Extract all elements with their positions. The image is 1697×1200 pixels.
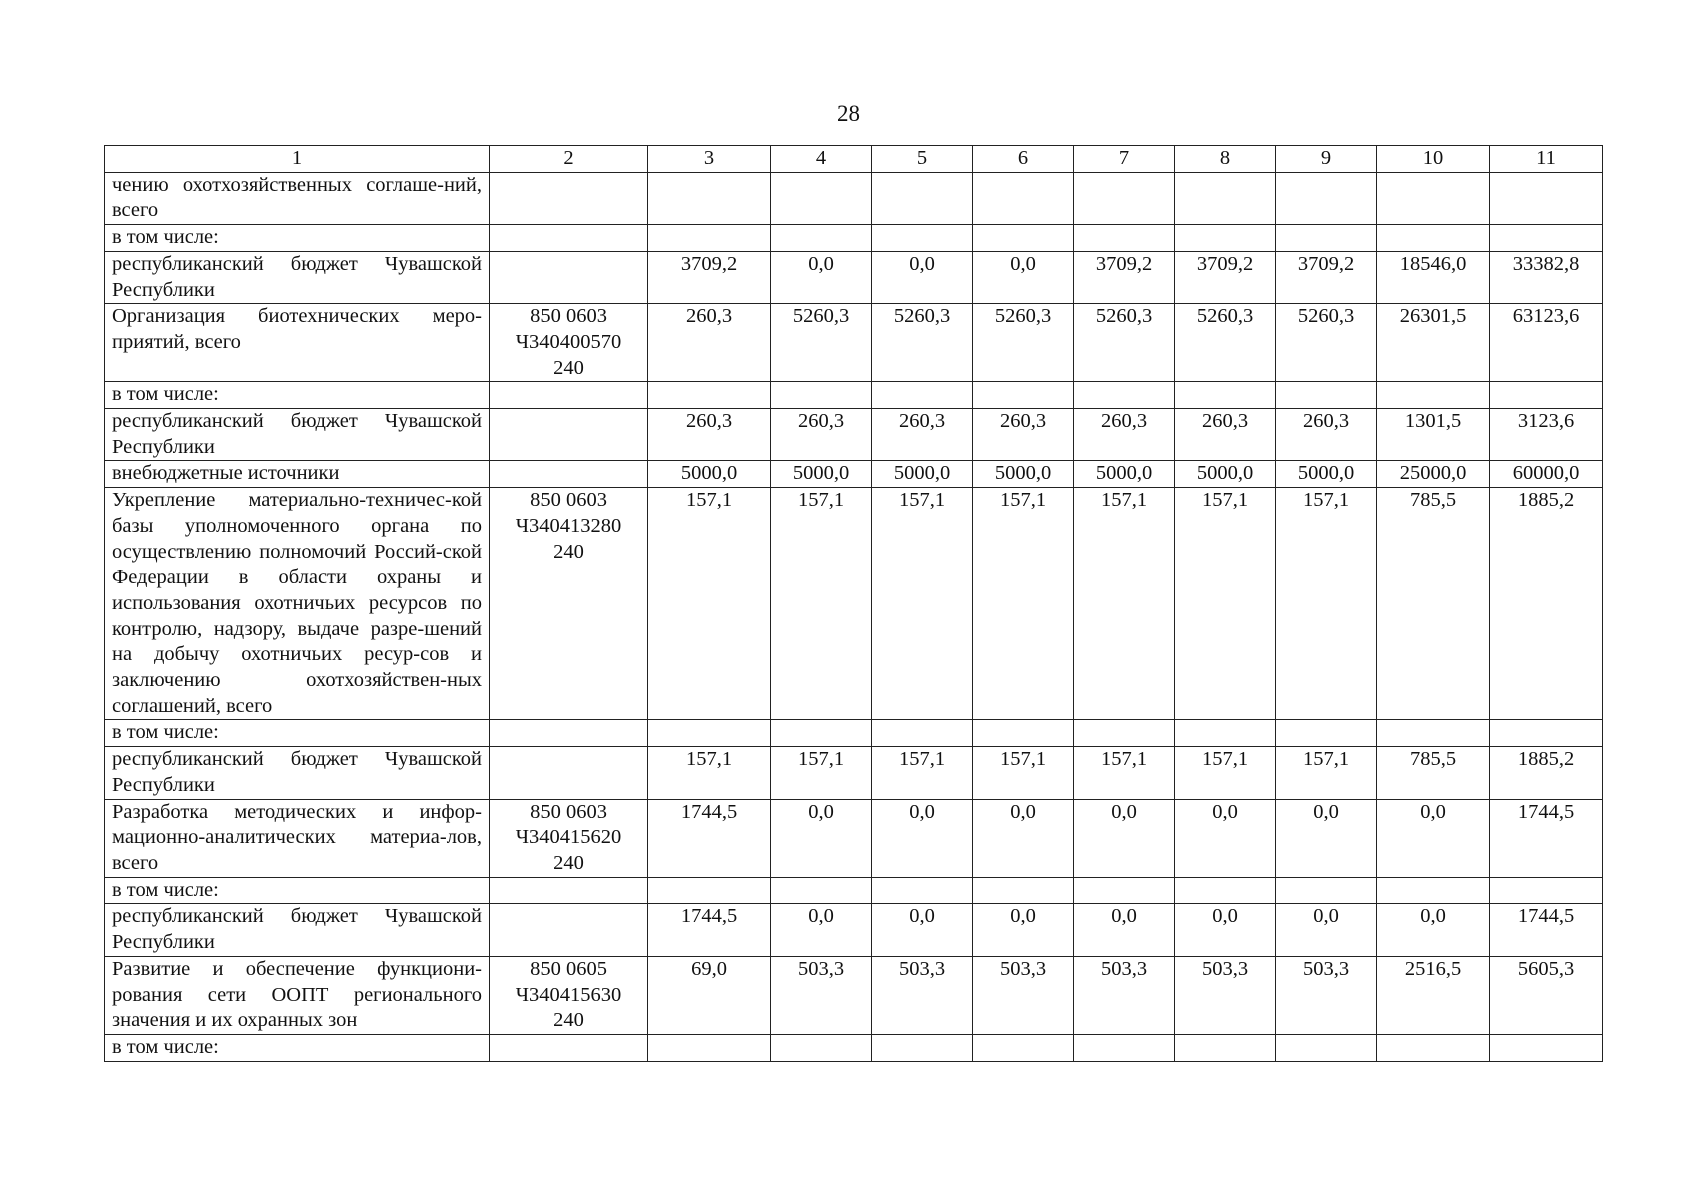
- value-cell: [872, 382, 973, 409]
- value-cell: 157,1: [1074, 747, 1175, 799]
- value-cell: [1276, 1034, 1377, 1061]
- value-cell: 0,0: [872, 904, 973, 956]
- value-cell: 5260,3: [872, 304, 973, 382]
- value-cell: 260,3: [771, 409, 872, 461]
- value-cell: 3709,2: [648, 251, 771, 303]
- value-cell: [1490, 877, 1603, 904]
- table-row: [105, 382, 1603, 409]
- budget-code-cell: [490, 877, 648, 904]
- value-cell: 785,5: [1377, 488, 1490, 720]
- row-name-cell: Разработка методических и инфор-мационно-аналитических материа-лов, всего: [105, 799, 490, 877]
- value-cell: [1490, 382, 1603, 409]
- value-cell: 157,1: [872, 747, 973, 799]
- value-cell: 0,0: [771, 251, 872, 303]
- value-cell: 260,3: [648, 409, 771, 461]
- value-cell: 3709,2: [1074, 251, 1175, 303]
- value-cell: 25000,0: [1377, 461, 1490, 488]
- value-cell: [973, 382, 1074, 409]
- value-cell: 260,3: [872, 409, 973, 461]
- value-cell: 0,0: [973, 799, 1074, 877]
- value-cell: [648, 720, 771, 747]
- value-cell: [1276, 382, 1377, 409]
- value-cell: 5260,3: [771, 304, 872, 382]
- value-cell: 260,3: [1074, 409, 1175, 461]
- value-cell: 0,0: [1377, 904, 1490, 956]
- value-cell: 157,1: [1175, 747, 1276, 799]
- column-header: 8: [1175, 146, 1276, 173]
- value-cell: [872, 720, 973, 747]
- table-row: [105, 488, 1603, 720]
- value-cell: 785,5: [1377, 747, 1490, 799]
- value-cell: 503,3: [771, 956, 872, 1034]
- value-cell: 5605,3: [1490, 956, 1603, 1034]
- value-cell: [973, 720, 1074, 747]
- value-cell: 63123,6: [1490, 304, 1603, 382]
- value-cell: 157,1: [771, 488, 872, 720]
- value-cell: 0,0: [973, 904, 1074, 956]
- value-cell: 5000,0: [1074, 461, 1175, 488]
- value-cell: 157,1: [648, 747, 771, 799]
- value-cell: [771, 720, 872, 747]
- column-header: 7: [1074, 146, 1175, 173]
- value-cell: 5000,0: [872, 461, 973, 488]
- value-cell: 1301,5: [1377, 409, 1490, 461]
- table-header: [105, 146, 1603, 173]
- value-cell: 26301,5: [1377, 304, 1490, 382]
- value-cell: [1276, 172, 1377, 224]
- value-cell: [1490, 172, 1603, 224]
- budget-code-cell: [490, 720, 648, 747]
- value-cell: 5260,3: [1175, 304, 1276, 382]
- budget-table: [104, 145, 1603, 1062]
- value-cell: [872, 172, 973, 224]
- row-name-cell: республиканский бюджет Чувашской Республики: [105, 904, 490, 956]
- table-row: [105, 251, 1603, 303]
- value-cell: [771, 172, 872, 224]
- column-header: 9: [1276, 146, 1377, 173]
- value-cell: [1175, 877, 1276, 904]
- value-cell: [1276, 720, 1377, 747]
- value-cell: 260,3: [973, 409, 1074, 461]
- table-row: [105, 747, 1603, 799]
- value-cell: 1744,5: [1490, 799, 1603, 877]
- table-row: [105, 304, 1603, 382]
- value-cell: [1175, 225, 1276, 252]
- value-cell: 157,1: [872, 488, 973, 720]
- value-cell: 0,0: [872, 251, 973, 303]
- row-name-cell: в том числе:: [105, 720, 490, 747]
- value-cell: [1175, 1034, 1276, 1061]
- row-name-cell: в том числе:: [105, 1034, 490, 1061]
- value-cell: 0,0: [1276, 904, 1377, 956]
- header-row: [105, 146, 1603, 173]
- table-body: [105, 172, 1603, 1061]
- value-cell: [1377, 720, 1490, 747]
- value-cell: [1377, 382, 1490, 409]
- value-cell: 260,3: [648, 304, 771, 382]
- value-cell: 2516,5: [1377, 956, 1490, 1034]
- value-cell: 157,1: [771, 747, 872, 799]
- row-name-cell: Организация биотехнических меро-приятий, всего: [105, 304, 490, 382]
- value-cell: [1377, 172, 1490, 224]
- value-cell: [1377, 877, 1490, 904]
- value-cell: [1377, 225, 1490, 252]
- table-row: [105, 799, 1603, 877]
- row-name-cell: в том числе:: [105, 382, 490, 409]
- value-cell: [1175, 720, 1276, 747]
- row-name-cell: Развитие и обеспечение функциони-рования сети ООПТ регионального значения и их охранных зон: [105, 956, 490, 1034]
- value-cell: 5000,0: [1175, 461, 1276, 488]
- column-header: 2: [490, 146, 648, 173]
- value-cell: [1074, 225, 1175, 252]
- budget-code-cell: 850 0603 Ч340415620 240: [490, 799, 648, 877]
- budget-code-cell: [490, 747, 648, 799]
- value-cell: [872, 225, 973, 252]
- value-cell: 1885,2: [1490, 488, 1603, 720]
- value-cell: [1175, 382, 1276, 409]
- value-cell: 260,3: [1276, 409, 1377, 461]
- value-cell: 5260,3: [1074, 304, 1175, 382]
- value-cell: 1744,5: [648, 799, 771, 877]
- value-cell: 3709,2: [1276, 251, 1377, 303]
- value-cell: 157,1: [648, 488, 771, 720]
- table-row: [105, 720, 1603, 747]
- value-cell: 157,1: [1276, 488, 1377, 720]
- column-header: 3: [648, 146, 771, 173]
- value-cell: [771, 225, 872, 252]
- budget-code-cell: [490, 382, 648, 409]
- column-header: 5: [872, 146, 973, 173]
- value-cell: 157,1: [973, 488, 1074, 720]
- value-cell: 0,0: [872, 799, 973, 877]
- value-cell: [872, 1034, 973, 1061]
- table-row: [105, 956, 1603, 1034]
- table-row: [105, 1034, 1603, 1061]
- value-cell: [1074, 382, 1175, 409]
- row-name-cell: республиканский бюджет Чувашской Республики: [105, 747, 490, 799]
- table-row: [105, 904, 1603, 956]
- value-cell: 503,3: [872, 956, 973, 1034]
- column-header: 11: [1490, 146, 1603, 173]
- value-cell: 1885,2: [1490, 747, 1603, 799]
- value-cell: 1744,5: [1490, 904, 1603, 956]
- budget-code-cell: [490, 409, 648, 461]
- value-cell: 5000,0: [771, 461, 872, 488]
- page-number: 28: [837, 101, 860, 126]
- value-cell: 5000,0: [973, 461, 1074, 488]
- value-cell: [648, 877, 771, 904]
- value-cell: [1175, 172, 1276, 224]
- value-cell: [1074, 877, 1175, 904]
- value-cell: 157,1: [1074, 488, 1175, 720]
- value-cell: [1276, 877, 1377, 904]
- budget-code-cell: 850 0603 Ч340400570 240: [490, 304, 648, 382]
- row-name-cell: республиканский бюджет Чувашской Республики: [105, 409, 490, 461]
- value-cell: 503,3: [1276, 956, 1377, 1034]
- budget-code-cell: [490, 461, 648, 488]
- table-row: [105, 172, 1603, 224]
- value-cell: 0,0: [1175, 799, 1276, 877]
- value-cell: [973, 225, 1074, 252]
- budget-code-cell: [490, 172, 648, 224]
- budget-code-cell: [490, 1034, 648, 1061]
- value-cell: [771, 877, 872, 904]
- value-cell: 69,0: [648, 956, 771, 1034]
- row-name-cell: Укрепление материально-техничес-кой базы уполномоченного органа по осуществлению полномочий Россий-ской Федерации в области охраны и использования охотничьих ресурсов по контролю, надзору, выдаче разре-шений на добычу охотничьих ресур-сов и заключению охотхозяйствен-ных соглашений, всего: [105, 488, 490, 720]
- value-cell: [1276, 225, 1377, 252]
- value-cell: 503,3: [1074, 956, 1175, 1034]
- column-header: 6: [973, 146, 1074, 173]
- value-cell: 5000,0: [1276, 461, 1377, 488]
- value-cell: 1744,5: [648, 904, 771, 956]
- table-row: [105, 409, 1603, 461]
- value-cell: [1377, 1034, 1490, 1061]
- column-header: 10: [1377, 146, 1490, 173]
- value-cell: 5260,3: [973, 304, 1074, 382]
- value-cell: 5000,0: [648, 461, 771, 488]
- row-name-cell: в том числе:: [105, 877, 490, 904]
- budget-code-cell: [490, 225, 648, 252]
- value-cell: 0,0: [1276, 799, 1377, 877]
- value-cell: 0,0: [1175, 904, 1276, 956]
- value-cell: [1490, 225, 1603, 252]
- row-name-cell: в том числе:: [105, 225, 490, 252]
- value-cell: 3709,2: [1175, 251, 1276, 303]
- value-cell: 0,0: [1074, 904, 1175, 956]
- value-cell: [771, 1034, 872, 1061]
- value-cell: 18546,0: [1377, 251, 1490, 303]
- value-cell: [973, 877, 1074, 904]
- table-row: [105, 877, 1603, 904]
- value-cell: [1074, 720, 1175, 747]
- value-cell: [648, 1034, 771, 1061]
- row-name-cell: республиканский бюджет Чувашской Республики: [105, 251, 490, 303]
- value-cell: 0,0: [771, 904, 872, 956]
- row-name-cell: чению охотхозяйственных соглаше-ний, всего: [105, 172, 490, 224]
- column-header: 4: [771, 146, 872, 173]
- value-cell: 0,0: [1377, 799, 1490, 877]
- value-cell: 260,3: [1175, 409, 1276, 461]
- value-cell: 157,1: [1276, 747, 1377, 799]
- value-cell: 0,0: [771, 799, 872, 877]
- row-name-cell: внебюджетные источники: [105, 461, 490, 488]
- value-cell: 33382,8: [1490, 251, 1603, 303]
- value-cell: 60000,0: [1490, 461, 1603, 488]
- value-cell: 157,1: [973, 747, 1074, 799]
- value-cell: [1074, 172, 1175, 224]
- budget-code-cell: [490, 904, 648, 956]
- value-cell: [973, 172, 1074, 224]
- budget-code-cell: 850 0605 Ч340415630 240: [490, 956, 648, 1034]
- value-cell: [872, 877, 973, 904]
- value-cell: [1074, 1034, 1175, 1061]
- value-cell: 0,0: [1074, 799, 1175, 877]
- value-cell: [771, 382, 872, 409]
- value-cell: 503,3: [973, 956, 1074, 1034]
- value-cell: 503,3: [1175, 956, 1276, 1034]
- value-cell: [1490, 1034, 1603, 1061]
- value-cell: 5260,3: [1276, 304, 1377, 382]
- budget-code-cell: 850 0603 Ч340413280 240: [490, 488, 648, 720]
- column-header: 1: [105, 146, 490, 173]
- value-cell: [1490, 720, 1603, 747]
- value-cell: [648, 172, 771, 224]
- value-cell: 3123,6: [1490, 409, 1603, 461]
- value-cell: [973, 1034, 1074, 1061]
- table-row: [105, 461, 1603, 488]
- value-cell: [648, 382, 771, 409]
- value-cell: [648, 225, 771, 252]
- value-cell: 157,1: [1175, 488, 1276, 720]
- table-row: [105, 225, 1603, 252]
- budget-code-cell: [490, 251, 648, 303]
- value-cell: 0,0: [973, 251, 1074, 303]
